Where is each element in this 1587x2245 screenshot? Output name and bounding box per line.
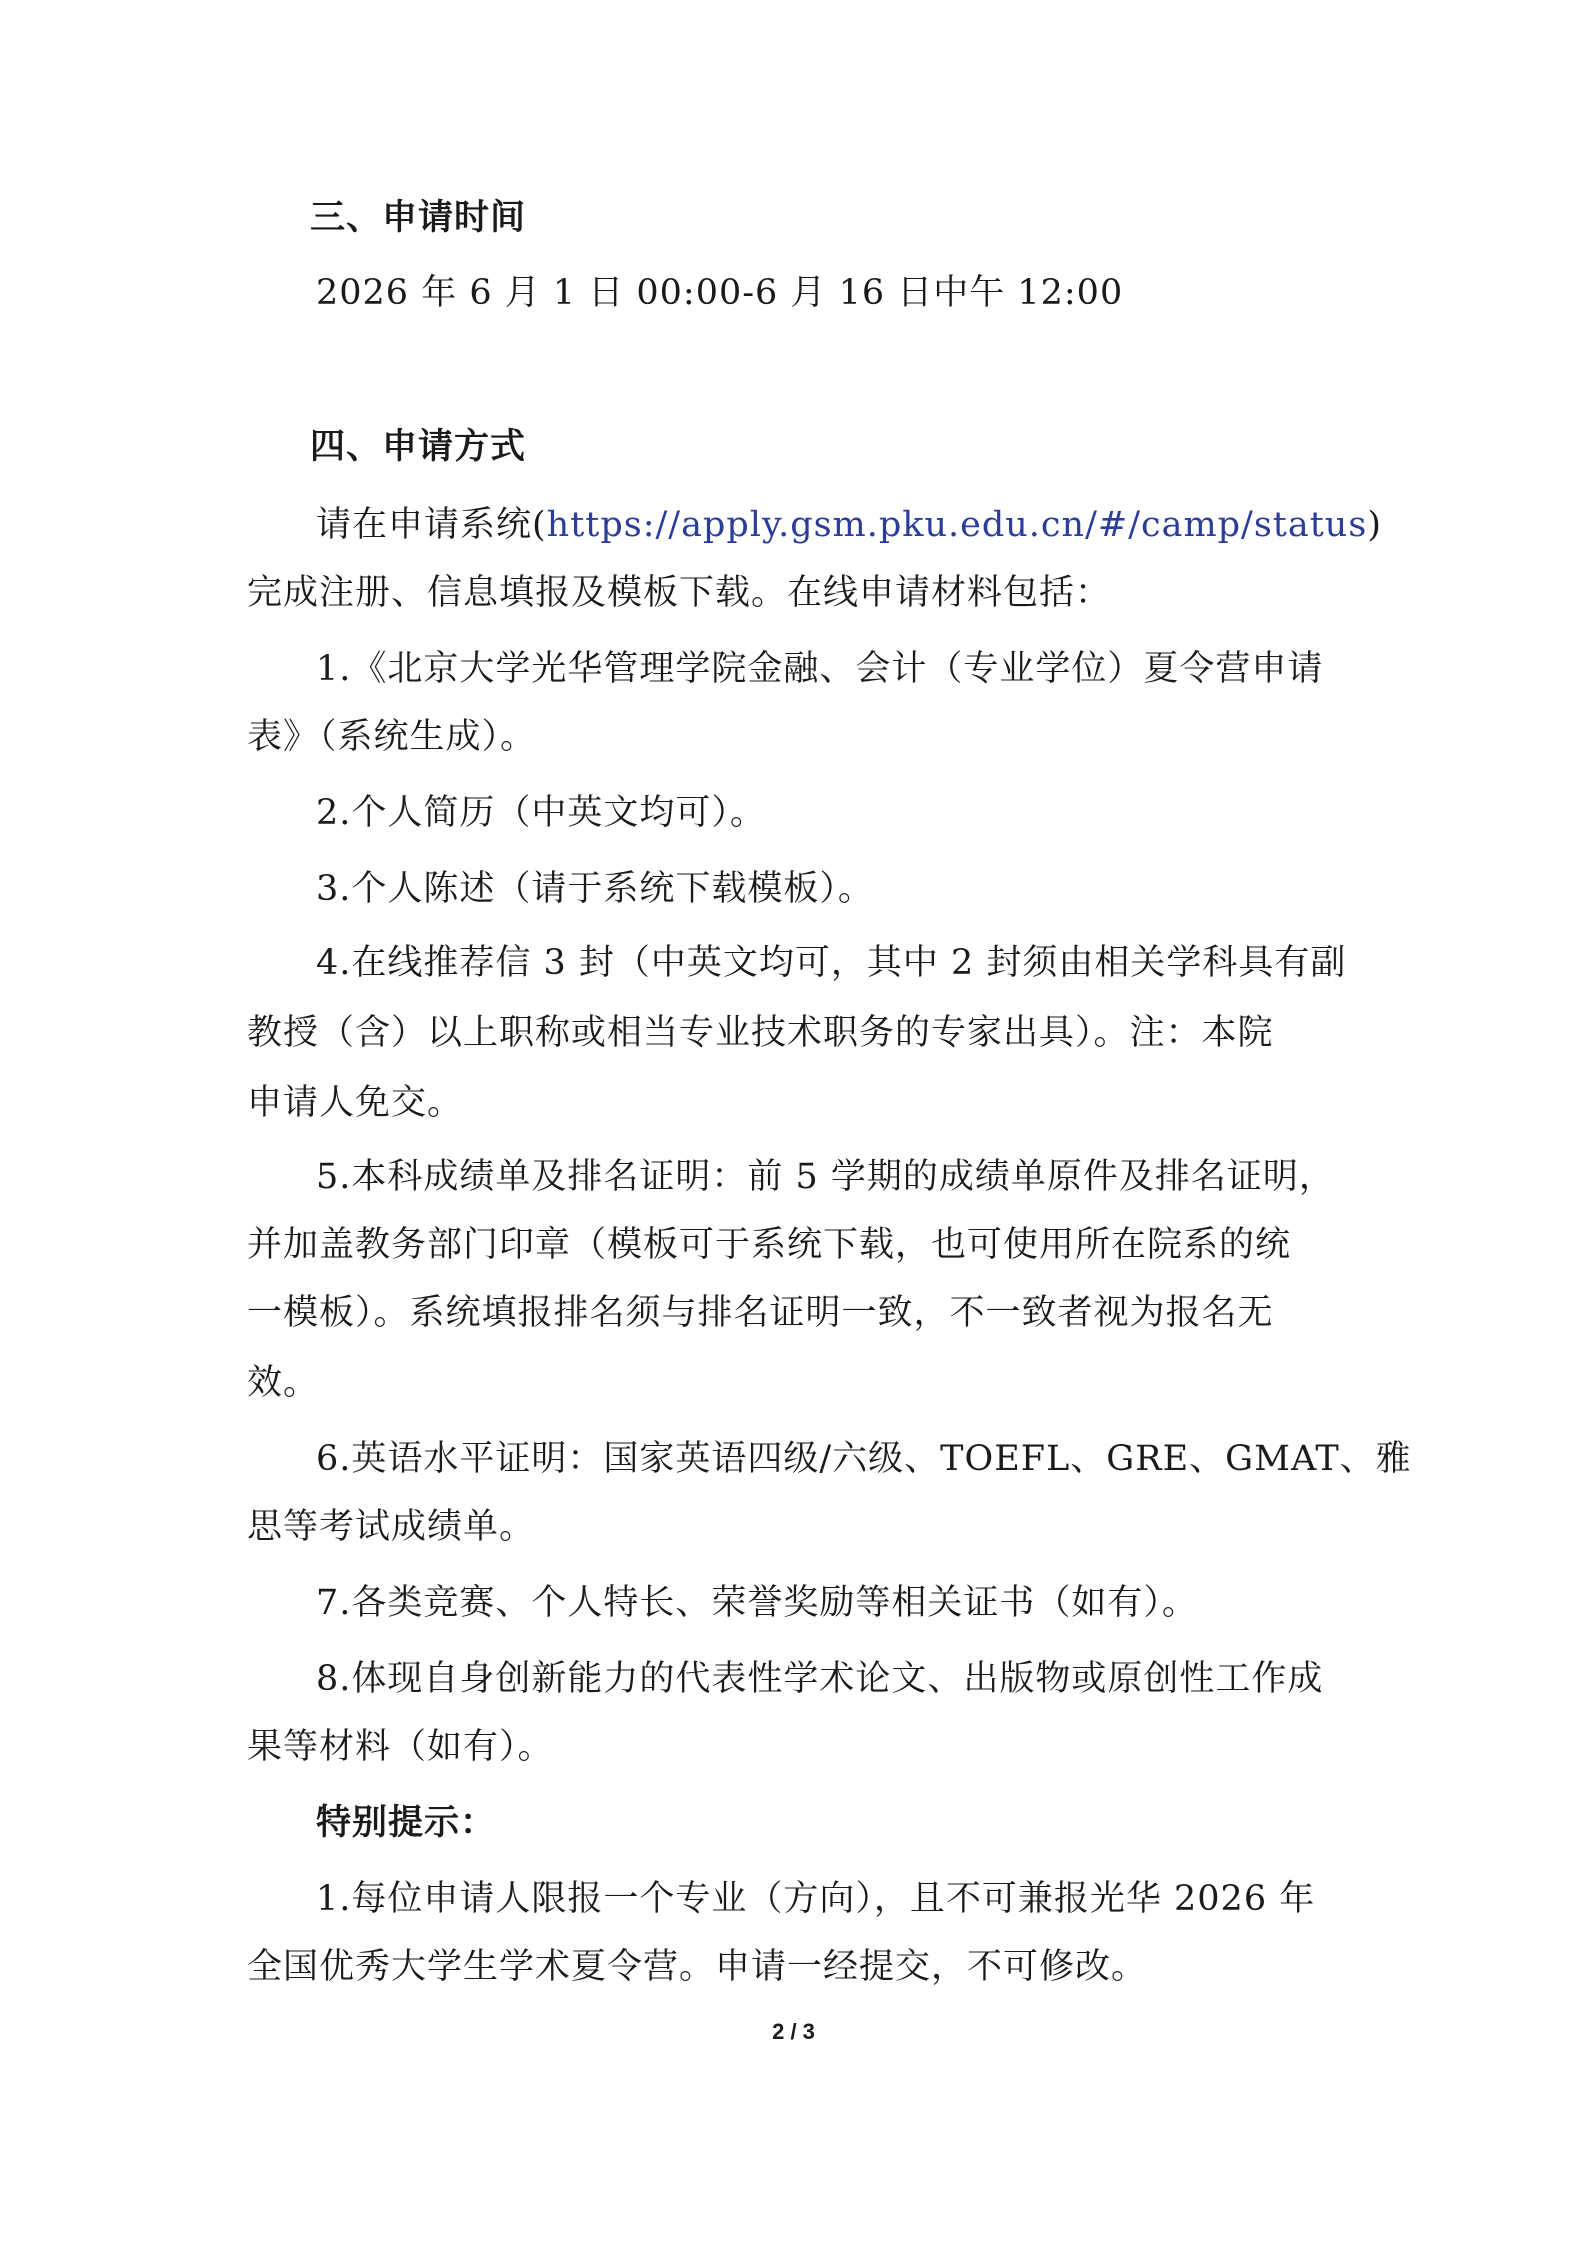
- section-heading-application-time: 三、申请时间: [310, 198, 527, 238]
- application-time-range: 2026 年 6 月 1 日 00:00-6 月 16 日中午 12:00: [316, 273, 1124, 313]
- material-item-1-line1: 1.《北京大学光华管理学院金融、会计（专业学位）夏令营申请: [316, 649, 1324, 689]
- material-item-5-line1: 5.本科成绩单及排名证明：前 5 学期的成绩单原件及排名证明，: [316, 1157, 1335, 1197]
- material-item-8-line1: 8.体现自身创新能力的代表性学术论文、出版物或原创性工作成: [316, 1659, 1324, 1699]
- material-item-5-line4: 效。: [247, 1363, 320, 1403]
- intro-suffix: ): [1367, 505, 1382, 545]
- material-item-3: 3.个人陈述（请于系统下载模板）。: [316, 869, 874, 909]
- material-item-1-line2: 表》（系统生成）。: [247, 717, 537, 757]
- special-notice-1-line1: 1.每位申请人限报一个专业（方向），且不可兼报光华 2026 年: [316, 1879, 1316, 1919]
- material-item-6-line1: 6.英语水平证明：国家英语四级/六级、TOEFL、GRE、GMAT、雅: [316, 1439, 1412, 1479]
- intro-paragraph-line2: 完成注册、信息填报及模板下载。在线申请材料包括：: [247, 573, 1112, 613]
- material-item-5-line2: 并加盖教务部门印章（模板可于系统下载，也可使用所在院系的统: [247, 1225, 1292, 1265]
- material-item-4-line3: 申请人免交。: [247, 1083, 464, 1123]
- special-notice-1-line2: 全国优秀大学生学术夏令营。申请一经提交，不可修改。: [247, 1947, 1148, 1987]
- material-item-4-line2: 教授（含）以上职称或相当专业技术职务的专家出具）。注：本院: [247, 1013, 1274, 1053]
- material-item-6-line2: 思等考试成绩单。: [247, 1507, 536, 1547]
- intro-paragraph-line1: [316, 502, 1382, 548]
- material-item-8-line2: 果等材料（如有）。: [247, 1727, 554, 1767]
- material-item-4-line1: 4.在线推荐信 3 封（中英文均可，其中 2 封须由相关学科具有副: [316, 943, 1347, 983]
- application-system-link[interactable]: https://apply.gsm.pku.edu.cn/#/camp/status: [546, 505, 1368, 545]
- material-item-2: 2.个人简历（中英文均可）。: [316, 793, 766, 833]
- material-item-7: 7.各类竞赛、个人特长、荣誉奖励等相关证书（如有）。: [316, 1583, 1198, 1623]
- material-item-5-line3: 一模板）。系统填报排名须与排名证明一致，不一致者视为报名无: [247, 1293, 1274, 1333]
- section-heading-application-method: 四、申请方式: [310, 427, 527, 467]
- page-number: 2 / 3: [772, 2019, 815, 2044]
- special-notice-heading: 特别提示：: [316, 1803, 497, 1843]
- intro-prefix: 请在申请系统(: [316, 505, 547, 545]
